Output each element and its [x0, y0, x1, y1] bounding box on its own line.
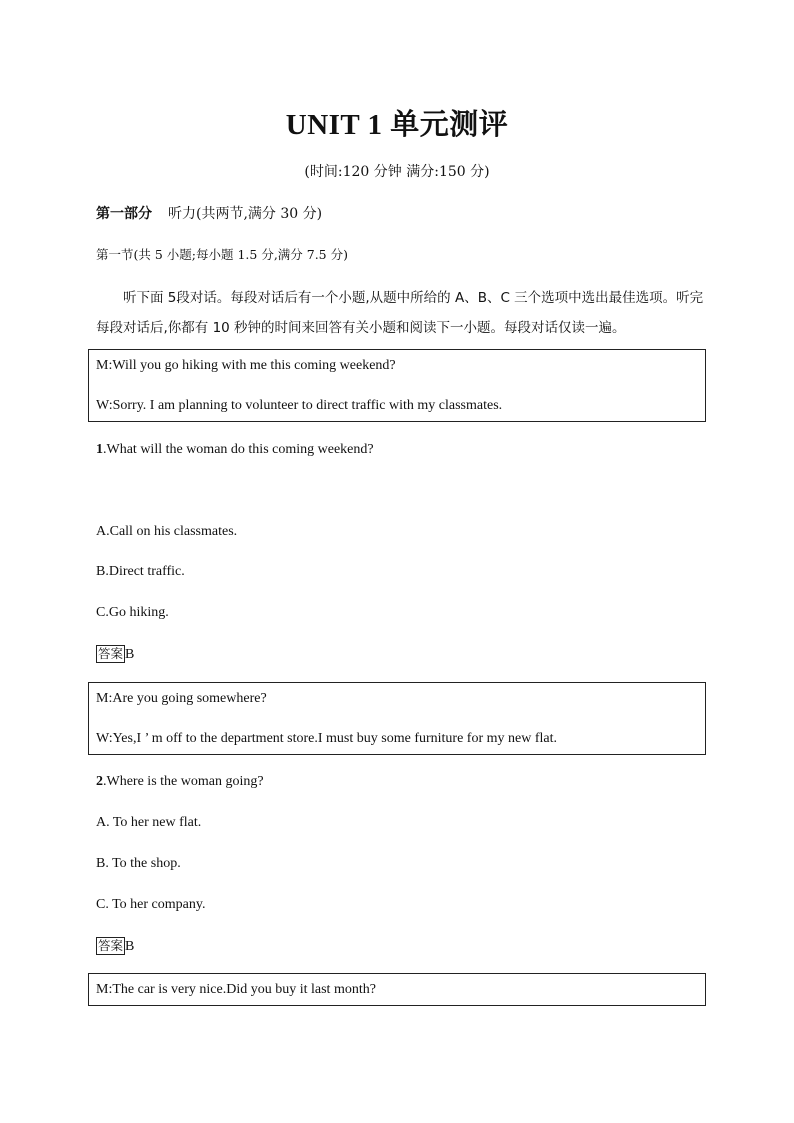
dialogue-box-1 — [88, 349, 706, 422]
answer-1 — [96, 645, 134, 663]
dialogue-box-3 — [88, 973, 706, 1006]
answer-value: B — [125, 939, 135, 954]
option-c: C. To her company. — [96, 897, 206, 912]
dialogue-line: W:Sorry. I am planning to volunteer to direct traffic with my classmates. — [96, 398, 503, 413]
question-stem: .What will the woman do this coming weekend? — [103, 442, 374, 457]
question-1 — [96, 442, 374, 458]
option-a: A.Call on his classmates. — [96, 524, 238, 539]
option-a: A. To her new flat. — [96, 815, 202, 830]
question-stem: .Where is the woman going? — [103, 774, 264, 789]
answer-tag: 答案 — [98, 646, 124, 661]
option-c: C.Go hiking. — [96, 605, 169, 620]
question-number: 1 — [96, 442, 103, 457]
dialogue-line: M:The car is very nice.Did you buy it last month? — [96, 982, 376, 997]
option-b: B. To the shop. — [96, 856, 181, 871]
dialogue-box-2 — [88, 682, 706, 755]
dialogue-line: M:Will you go hiking with me this coming weekend? — [96, 358, 396, 373]
part-heading — [96, 203, 322, 223]
instructions: 听下面 5段对话。每段对话后有一个小题,从题中所给的 A、B、C 三个选项中选出最佳选项。听完每段对话后,你都有 10 秒钟的时间来回答有关小题和阅读下一小题。每段对话仅读一遍。 — [96, 290, 704, 336]
page-title: UNIT 1 单元测评 — [285, 109, 509, 141]
part-name: 第一部分 — [96, 206, 152, 222]
answer-tag: 答案 — [98, 938, 124, 953]
question-number: 2 — [96, 774, 103, 789]
option-b: B.Direct traffic. — [96, 564, 185, 579]
answer-value: B — [125, 647, 135, 662]
part-desc: 听力(共两节,满分 30 分) — [168, 206, 323, 222]
dialogue-line: W:Yes,I ’ m off to the department store.I must buy some furniture for my new flat. — [96, 731, 557, 746]
section-heading: 第一节(共 5 小题;每小题 1.5 分,满分 7.5 分) — [96, 247, 348, 262]
dialogue-line: M:Are you going somewhere? — [96, 691, 267, 706]
question-2 — [96, 774, 264, 790]
exam-info: (时间:120 分钟 满分:150 分) — [304, 164, 490, 180]
answer-2 — [96, 937, 134, 955]
